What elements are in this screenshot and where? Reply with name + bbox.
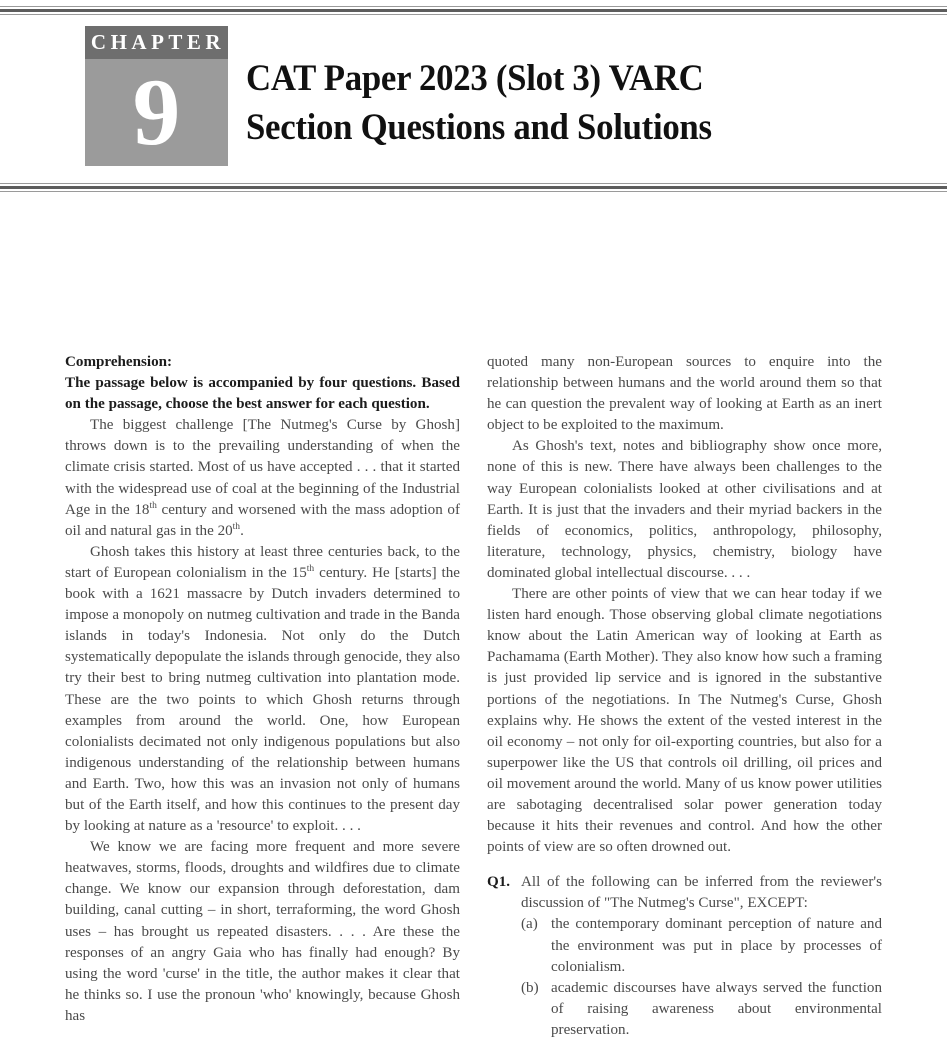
- passage-paragraph-5: As Ghosh's text, notes and bibliography show once more, none of this is new. There have always been challenges to the way European colonialists looked at other civilisations and at Earth. It is just that the invaders and their myriad backers in the fields of economics, politics, anthropology, philosophy, literature, technology, physics, chemistry, biology have dominated global intellectual discourse. . . .: [487, 438, 882, 581]
- body-columns: [65, 352, 882, 1038]
- passage-paragraph-2: [65, 542, 460, 837]
- page-title-line-1: CAT Paper 2023 (Slot 3) VARC: [246, 58, 704, 99]
- passage-paragraph-1-part-b: century and worsened with the mass adoption of oil and natural gas in the 20: [65, 501, 460, 539]
- passage-paragraph-1-part-a: The biggest challenge [The Nutmeg's Curse by Ghosh] throws down is to the prevailing understanding of when the climate crisis started. Most of us have accepted . . . that it started with the widespread use of coal at the beginning of the Industrial Age in the 18: [65, 417, 460, 518]
- header-bottom-rule: [0, 183, 947, 192]
- rule-thin-upper-2: [0, 183, 947, 184]
- passage-paragraph-4: quoted many non-European sources to enquire into the relationship between humans and the world around them so that he can question the prevalent way of looking at Earth as an inert object to be exploited to the maximum.: [487, 354, 882, 434]
- ordinal-suffix-20th: th: [232, 521, 241, 532]
- chapter-badge: [85, 26, 228, 166]
- question-row: [487, 872, 882, 914]
- option-b-label: (b): [521, 979, 539, 996]
- question-number: Q1.: [487, 874, 511, 891]
- comprehension-instructions: The passage below is accompanied by four questions. Based on the passage, choose the best answer for each question.: [65, 375, 460, 413]
- option-a-text: the contemporary dominant perception of nature and the environment was put in place by processes of colonialism.: [551, 916, 882, 975]
- header-top-rule: [0, 6, 947, 15]
- option-a[interactable]: [521, 914, 882, 977]
- rule-thin-lower: [0, 14, 947, 15]
- passage-paragraph-6: There are other points of view that we can hear today if we listen hard enough. Those observing global climate negotiations know about the Latin American way of looking at Earth as Pachamama (Earth Mother). They also know how such a framing is just provided lip service and is ignored in the substantive portions of the negotiations. In The Nutmeg's Curse, Ghosh explains why. He shows the extent of the vested interest in the oil economy – not only for oil-exporting countries, but also for a superpower like the US that controls oil drilling, oil prices and oil movement around the world. Many of us know power utilities are sabotaging decentralised solar power generation today because it hits their revenues and control. And how the other points of view are so often drowned out.: [487, 586, 882, 856]
- passage-paragraph-2-part-b: century. He [starts] the book with a 1621 massacre by Dutch invaders determined to impose a monopoly on nutmeg cultivation and trade in the Banda islands in today's Indonesia. Not only do the Dutch systematically depopulate the islands through genocide, they also try their best to bring nutmeg cultivation into plantation mode. These are the two points to which Ghosh returns through examples from around the world. One, how European colonialists decimated not only indigenous populations but also indigenous understanding of the relationship between humans and Earth. Two, how this was an invasion not only of humans but of the Earth itself, and how this continues to the present day by looking at nature as a 'resource' to exploit. . . .: [65, 564, 460, 835]
- chapter-badge-number: 9: [85, 59, 228, 166]
- passage-paragraph-1-part-c: .: [240, 522, 244, 539]
- option-b[interactable]: [521, 978, 882, 1041]
- ordinal-suffix-15th: th: [306, 563, 315, 574]
- left-column: [65, 352, 460, 1024]
- rule-thick-upper: [0, 9, 947, 12]
- rule-thick-lower: [0, 186, 947, 189]
- comprehension-label: Comprehension:: [65, 354, 173, 370]
- page-title-line-2: Section Questions and Solutions: [246, 107, 712, 148]
- page-title: [246, 54, 895, 152]
- rule-thin-upper: [0, 6, 947, 7]
- question-block-q1: [487, 872, 882, 1041]
- rule-thin-lower-2: [0, 191, 947, 192]
- passage-paragraph-1: [65, 415, 460, 542]
- option-a-label: (a): [521, 916, 538, 933]
- chapter-badge-word: CHAPTER: [85, 26, 228, 59]
- passage-paragraph-3: We know we are facing more frequent and more severe heatwaves, storms, floods, droughts and wildfires due to climate change. We know our expansion through deforestation, dam building, canal cutting – in short, terraforming, the word Ghosh uses – has brought us repeated disasters. . . . Are these the responses of an angry Gaia who has finally had enough? By using the word 'curse' in the title, the author makes it clear that he thinks so. I use the pronoun 'who' knowingly, because Ghosh has: [65, 839, 460, 1024]
- chapter-header: [0, 26, 947, 176]
- option-b-text: academic discourses have always served the function of raising awareness about environmental preservation.: [551, 979, 882, 1038]
- ordinal-suffix-18th: th: [149, 500, 157, 511]
- passage-paragraph-2-part-a: Ghosh takes this history at least three centuries back, to the start of European colonialism in the 15: [65, 543, 460, 581]
- question-text: All of the following can be inferred from the reviewer's discussion of "The Nutmeg's Curse", EXCEPT:: [521, 874, 882, 912]
- right-column: [487, 352, 882, 1038]
